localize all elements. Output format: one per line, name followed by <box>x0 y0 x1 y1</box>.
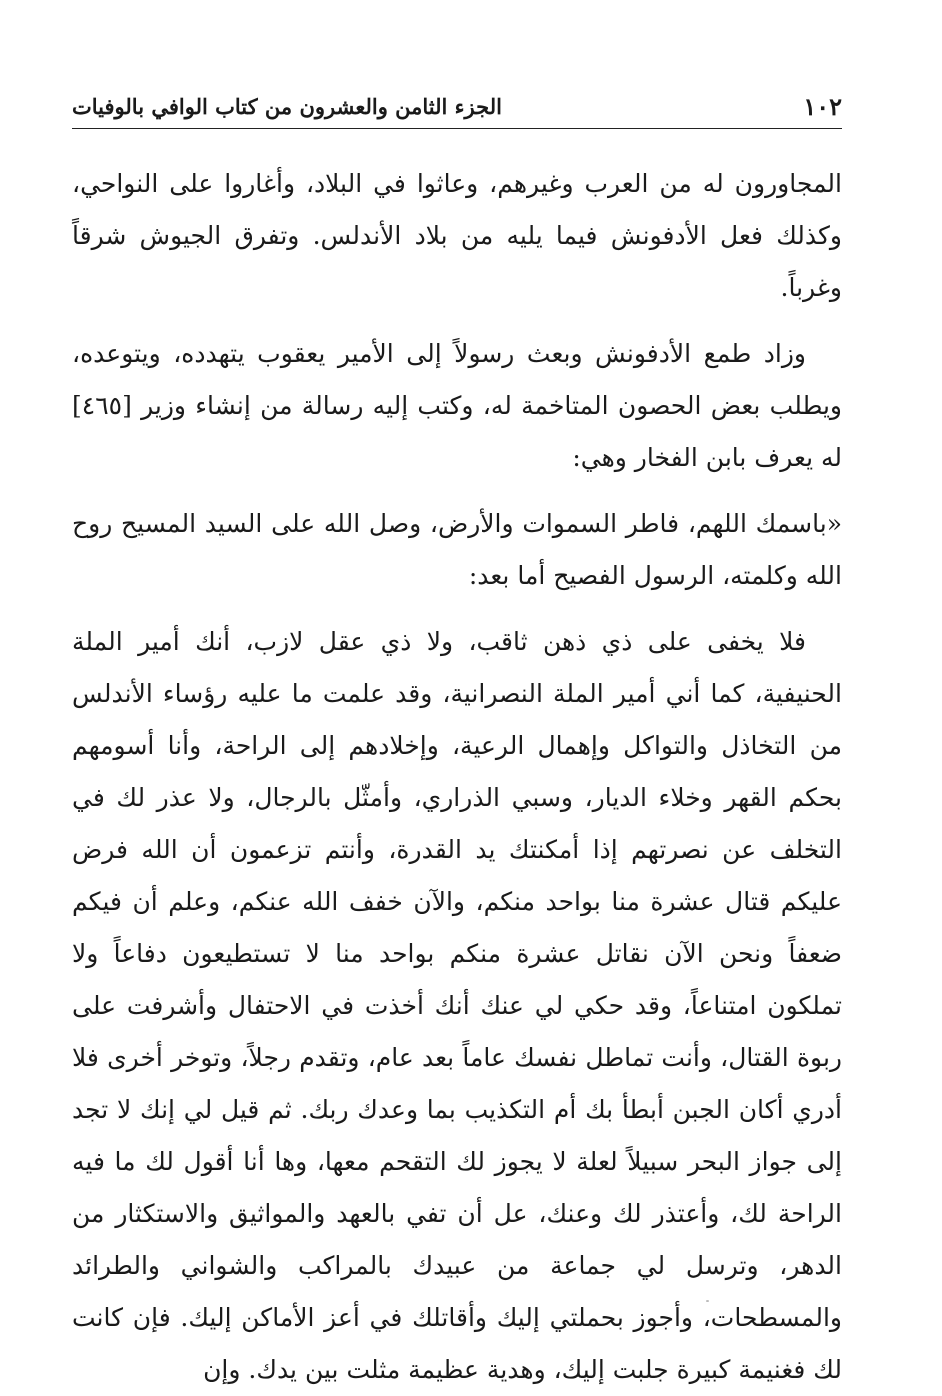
body-text <box>72 158 842 1396</box>
paragraph-3: «باسمك اللهم، فاطر السموات والأرض، وصل الله على السيد المسيح روح الله وكلمته، الرسول الفصيح أما بعد: <box>72 509 842 590</box>
scan-speck <box>706 1300 709 1302</box>
page-header <box>72 88 842 129</box>
paragraph-2 <box>72 328 842 484</box>
paragraph-2-text-before: وزاد طمع الأدفونش وبعث رسولاً إلى الأمير يعقوب يتهدده، ويتوعده، ويطلب بعض الحصون المتاخمة له، وكتب إليه رسالة من إنشاء وزير <box>72 339 843 420</box>
running-title: الجزء الثامن والعشرون من كتاب الوافي بالوفيات <box>72 94 502 119</box>
page-reference-marker: [٤٦٥] <box>72 391 132 420</box>
paragraph-2-text-after: له يعرف بابن الفخار وهي: <box>572 443 842 472</box>
page-number: ١٠٢ <box>803 92 842 121</box>
paragraph-4: فلا يخفى على ذي ذهن ثاقب، ولا ذي عقل لازب، أنك أمير الملة الحنيفية، كما أني أمير الملة النصرانية، وقد علمت ما عليه رؤساء الأندلس من التخاذل والتواكل وإهمال الرعية، وإخلادهم إلى الراحة، وأنا أسومهم بحكم القهر وخلاء الديار، وسبي الذراري، وأمثّل بالرجال، ولا عذر لك في التخلف عن نصرتهم إذا أمكنتك يد القدرة، وأنتم تزعمون أن الله فرض عليكم قتال عشرة منا بواحد منكم، والآن خفف الله عنكم، وعلم أن فيكم ضعفاً ونحن الآن نقاتل عشرة منكم بواحد منا لا تستطيعون دفاعاً ولا تملكون امتناعاً، وقد حكي لي عنك أنك أخذت في الاحتفال وأشرفت على ربوة القتال، وأنت تماطل نفسك عاماً بعد عام، وتقدم رجلاً، وتوخر أخرى فلا أدري أكان الجبن أبطأ بك أم التكذيب بما وعدك ربك. ثم قيل لي إنك لا تجد إلى جواز البحر سبيلاً لعلة لا يجوز لك التقحم معها، وها أنا أقول لك ما فيه الراحة لك، وأعتذر لك وعنك، عل أن تفي بالعهد والمواثيق والاستكثار من الدهر، وترسل لي جماعة من عبيدك بالمراكب والشواني والطرائد والمسطحات، وأجوز بحملتي إليك وأقاتلك في أعز الأماكن إليك. فإن كانت لك فغنيمة كبيرة جلبت إليك، وهدية عظيمة مثلت بين يدك. وإن <box>72 627 842 1384</box>
paragraph-1: المجاورون له من العرب وغيرهم، وعاثوا في البلاد، وأغاروا على النواحي، وكذلك فعل الأدفونش فيما يليه من بلاد الأندلس. وتفرق الجيوش شرقاً وغرباً. <box>72 169 842 302</box>
